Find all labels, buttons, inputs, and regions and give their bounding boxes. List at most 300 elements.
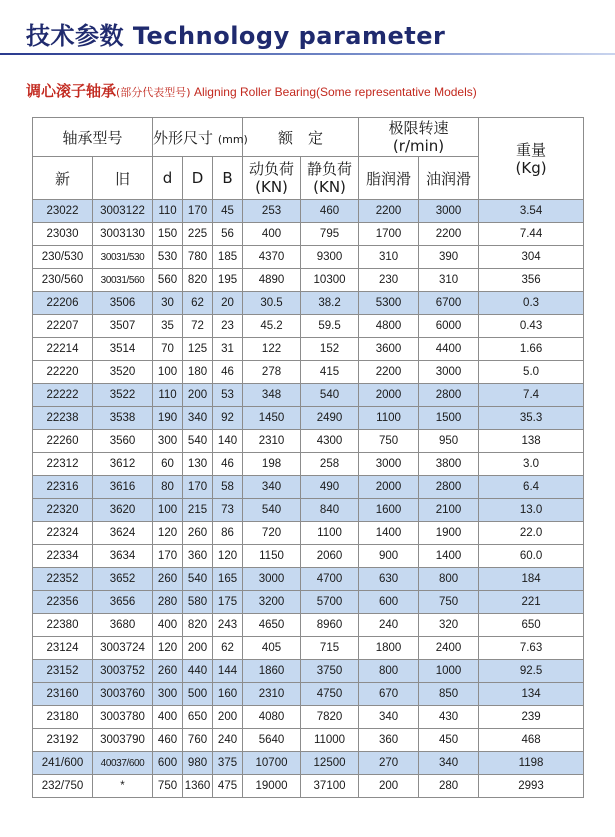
- cell-dim-B: 23: [213, 315, 243, 338]
- cell-weight: 356: [479, 269, 584, 292]
- cell-speed-grease: 800: [359, 660, 419, 683]
- cell-speed-oil: 3000: [419, 361, 479, 384]
- cell-model-new: 22380: [33, 614, 93, 637]
- cell-dim-D: 980: [183, 752, 213, 775]
- cell-dim-B: 240: [213, 729, 243, 752]
- cell-dim-D: 780: [183, 246, 213, 269]
- cell-model-new: 22222: [33, 384, 93, 407]
- cell-dynamic-load: 5640: [243, 729, 301, 752]
- cell-dim-d: 400: [153, 614, 183, 637]
- cell-dim-D: 820: [183, 269, 213, 292]
- cell-dynamic-load: 1150: [243, 545, 301, 568]
- header-static-load: [301, 157, 359, 200]
- header-dynamic-line2: (KN): [255, 178, 288, 196]
- header-B: B: [213, 157, 243, 200]
- cell-dim-d: 170: [153, 545, 183, 568]
- cell-weight: 221: [479, 591, 584, 614]
- cell-speed-grease: 1700: [359, 223, 419, 246]
- cell-model-new: 23192: [33, 729, 93, 752]
- header-speed-limit: [359, 118, 479, 157]
- cell-static-load: 4300: [301, 430, 359, 453]
- header-old: 旧: [93, 157, 153, 200]
- cell-model-old: 3522: [93, 384, 153, 407]
- cell-dim-d: 530: [153, 246, 183, 269]
- cell-weight: 3.54: [479, 200, 584, 223]
- table-row: [33, 637, 584, 660]
- cell-dynamic-load: 122: [243, 338, 301, 361]
- cell-speed-grease: 4800: [359, 315, 419, 338]
- table-row: [33, 591, 584, 614]
- cell-model-new: 22207: [33, 315, 93, 338]
- header-speed-limit-line2: (r/min): [392, 137, 445, 155]
- cell-dynamic-load: 253: [243, 200, 301, 223]
- cell-dim-D: 340: [183, 407, 213, 430]
- cell-static-load: 152: [301, 338, 359, 361]
- cell-speed-oil: 310: [419, 269, 479, 292]
- cell-speed-grease: 1400: [359, 522, 419, 545]
- cell-weight: 5.0: [479, 361, 584, 384]
- header-D: D: [183, 157, 213, 200]
- cell-speed-oil: 390: [419, 246, 479, 269]
- cell-speed-grease: 670: [359, 683, 419, 706]
- cell-speed-oil: 3000: [419, 200, 479, 223]
- cell-speed-oil: 2200: [419, 223, 479, 246]
- cell-weight: 92.5: [479, 660, 584, 683]
- cell-dim-B: 140: [213, 430, 243, 453]
- cell-dim-d: 30: [153, 292, 183, 315]
- cell-model-new: 23030: [33, 223, 93, 246]
- cell-dim-B: 86: [213, 522, 243, 545]
- cell-dim-d: 460: [153, 729, 183, 752]
- cell-weight: 468: [479, 729, 584, 752]
- cell-weight: 0.3: [479, 292, 584, 315]
- cell-speed-grease: 1600: [359, 499, 419, 522]
- cell-dim-d: 280: [153, 591, 183, 614]
- cell-model-old: 3616: [93, 476, 153, 499]
- cell-model-new: 22334: [33, 545, 93, 568]
- page-title: 技术参数 Technology parameter: [26, 22, 446, 50]
- cell-dim-B: 160: [213, 683, 243, 706]
- table-body: [33, 200, 584, 798]
- cell-weight: 7.4: [479, 384, 584, 407]
- cell-model-old: 3003780: [93, 706, 153, 729]
- cell-model-new: 230/530: [33, 246, 93, 269]
- cell-dim-d: 260: [153, 660, 183, 683]
- cell-dynamic-load: 3000: [243, 568, 301, 591]
- header-dimensions-unit: (mm): [217, 132, 248, 146]
- cell-weight: 304: [479, 246, 584, 269]
- table-row: [33, 706, 584, 729]
- subtitle-main: 调心滚子轴承: [26, 82, 117, 100]
- table-row: [33, 292, 584, 315]
- cell-model-new: 22206: [33, 292, 93, 315]
- table-row: [33, 476, 584, 499]
- cell-dim-D: 760: [183, 729, 213, 752]
- cell-static-load: 415: [301, 361, 359, 384]
- cell-speed-grease: 310: [359, 246, 419, 269]
- table-row: [33, 223, 584, 246]
- cell-model-old: 3538: [93, 407, 153, 430]
- cell-model-new: 23160: [33, 683, 93, 706]
- cell-dim-d: 35: [153, 315, 183, 338]
- cell-dim-d: 120: [153, 522, 183, 545]
- cell-dim-D: 820: [183, 614, 213, 637]
- cell-speed-oil: 280: [419, 775, 479, 798]
- cell-dynamic-load: 1450: [243, 407, 301, 430]
- cell-dynamic-load: 720: [243, 522, 301, 545]
- cell-static-load: 1100: [301, 522, 359, 545]
- cell-model-new: 22320: [33, 499, 93, 522]
- cell-dim-d: 190: [153, 407, 183, 430]
- cell-dim-d: 80: [153, 476, 183, 499]
- table-row: [33, 614, 584, 637]
- cell-static-load: 3750: [301, 660, 359, 683]
- cell-dim-B: 243: [213, 614, 243, 637]
- cell-speed-grease: 2200: [359, 200, 419, 223]
- cell-dim-d: 120: [153, 637, 183, 660]
- cell-static-load: 258: [301, 453, 359, 476]
- cell-static-load: 7820: [301, 706, 359, 729]
- cell-dim-d: 150: [153, 223, 183, 246]
- cell-weight: 2993: [479, 775, 584, 798]
- cell-dim-B: 62: [213, 637, 243, 660]
- cell-model-old: 3560: [93, 430, 153, 453]
- cell-dim-d: 110: [153, 200, 183, 223]
- cell-dim-B: 165: [213, 568, 243, 591]
- cell-dim-B: 144: [213, 660, 243, 683]
- cell-dim-d: 100: [153, 361, 183, 384]
- cell-dim-D: 180: [183, 361, 213, 384]
- cell-dim-B: 195: [213, 269, 243, 292]
- table-row: [33, 660, 584, 683]
- cell-static-load: 38.2: [301, 292, 359, 315]
- cell-weight: 650: [479, 614, 584, 637]
- cell-weight: 134: [479, 683, 584, 706]
- cell-static-load: 2490: [301, 407, 359, 430]
- cell-weight: 1.66: [479, 338, 584, 361]
- header-d: d: [153, 157, 183, 200]
- cell-dim-d: 60: [153, 453, 183, 476]
- cell-dim-B: 185: [213, 246, 243, 269]
- cell-speed-oil: 2800: [419, 384, 479, 407]
- table-row: [33, 568, 584, 591]
- cell-dim-d: 300: [153, 683, 183, 706]
- cell-static-load: 9300: [301, 246, 359, 269]
- cell-model-new: 22312: [33, 453, 93, 476]
- cell-model-new: 22324: [33, 522, 93, 545]
- cell-dynamic-load: 4650: [243, 614, 301, 637]
- section-subtitle: [26, 80, 477, 101]
- header-oil: 油润滑: [419, 157, 479, 200]
- cell-dim-d: 100: [153, 499, 183, 522]
- cell-model-old: 3003752: [93, 660, 153, 683]
- cell-weight: 184: [479, 568, 584, 591]
- cell-dim-D: 215: [183, 499, 213, 522]
- cell-model-new: 22260: [33, 430, 93, 453]
- cell-model-new: 22316: [33, 476, 93, 499]
- table-row: [33, 683, 584, 706]
- cell-model-new: 232/750: [33, 775, 93, 798]
- header-grease: 脂润滑: [359, 157, 419, 200]
- cell-speed-grease: 1800: [359, 637, 419, 660]
- table-row: [33, 200, 584, 223]
- cell-static-load: 12500: [301, 752, 359, 775]
- table-row: [33, 499, 584, 522]
- cell-dim-D: 360: [183, 545, 213, 568]
- cell-model-old: 3634: [93, 545, 153, 568]
- cell-speed-grease: 270: [359, 752, 419, 775]
- cell-speed-grease: 5300: [359, 292, 419, 315]
- cell-model-new: 22352: [33, 568, 93, 591]
- cell-dim-D: 200: [183, 637, 213, 660]
- cell-dim-B: 46: [213, 453, 243, 476]
- cell-dim-D: 440: [183, 660, 213, 683]
- cell-dim-B: 45: [213, 200, 243, 223]
- cell-dynamic-load: 540: [243, 499, 301, 522]
- table-row: [33, 407, 584, 430]
- table-row: [33, 246, 584, 269]
- cell-speed-oil: 950: [419, 430, 479, 453]
- cell-model-old: 30031/560: [93, 269, 153, 292]
- cell-dim-B: 20: [213, 292, 243, 315]
- table-row: [33, 269, 584, 292]
- cell-dim-B: 375: [213, 752, 243, 775]
- cell-static-load: 540: [301, 384, 359, 407]
- cell-dynamic-load: 19000: [243, 775, 301, 798]
- cell-dim-D: 130: [183, 453, 213, 476]
- header-weight-line2: (Kg): [515, 158, 547, 177]
- cell-dim-d: 70: [153, 338, 183, 361]
- cell-dim-d: 400: [153, 706, 183, 729]
- bearing-spec-table: [32, 117, 584, 798]
- title-underline: [0, 53, 615, 55]
- cell-dim-B: 120: [213, 545, 243, 568]
- table-row: [33, 361, 584, 384]
- cell-speed-oil: 2800: [419, 476, 479, 499]
- table-row: [33, 430, 584, 453]
- cell-dynamic-load: 278: [243, 361, 301, 384]
- header-weight: [479, 118, 584, 200]
- cell-model-old: 3003790: [93, 729, 153, 752]
- cell-model-old: 3507: [93, 315, 153, 338]
- cell-speed-grease: 3000: [359, 453, 419, 476]
- header-dimensions: [153, 118, 248, 157]
- cell-model-old: 3624: [93, 522, 153, 545]
- table-row: [33, 775, 584, 798]
- cell-static-load: 4750: [301, 683, 359, 706]
- cell-model-old: 3620: [93, 499, 153, 522]
- cell-model-old: 3656: [93, 591, 153, 614]
- cell-weight: 6.4: [479, 476, 584, 499]
- cell-weight: 7.44: [479, 223, 584, 246]
- cell-static-load: 10300: [301, 269, 359, 292]
- cell-dim-d: 560: [153, 269, 183, 292]
- subtitle-english: Aligning Roller Bearing(Some representative Models): [190, 85, 477, 99]
- header-static-line1: 静负荷: [307, 160, 353, 178]
- cell-weight: 3.0: [479, 453, 584, 476]
- cell-dynamic-load: 2310: [243, 683, 301, 706]
- cell-speed-grease: 600: [359, 591, 419, 614]
- cell-model-new: 23152: [33, 660, 93, 683]
- cell-dim-B: 92: [213, 407, 243, 430]
- cell-dynamic-load: 340: [243, 476, 301, 499]
- cell-dim-B: 31: [213, 338, 243, 361]
- cell-weight: 239: [479, 706, 584, 729]
- cell-dynamic-load: 198: [243, 453, 301, 476]
- cell-static-load: 8960: [301, 614, 359, 637]
- cell-model-old: 3003724: [93, 637, 153, 660]
- cell-dim-B: 46: [213, 361, 243, 384]
- cell-speed-oil: 340: [419, 752, 479, 775]
- cell-model-old: 3520: [93, 361, 153, 384]
- cell-dim-B: 475: [213, 775, 243, 798]
- cell-static-load: 37100: [301, 775, 359, 798]
- cell-model-new: 23180: [33, 706, 93, 729]
- cell-speed-oil: 1900: [419, 522, 479, 545]
- cell-dynamic-load: 45.2: [243, 315, 301, 338]
- cell-dynamic-load: 4370: [243, 246, 301, 269]
- cell-speed-oil: 430: [419, 706, 479, 729]
- cell-dim-D: 170: [183, 476, 213, 499]
- table-row: [33, 522, 584, 545]
- cell-static-load: 4700: [301, 568, 359, 591]
- cell-dim-B: 53: [213, 384, 243, 407]
- cell-dim-D: 62: [183, 292, 213, 315]
- cell-speed-grease: 360: [359, 729, 419, 752]
- cell-speed-grease: 630: [359, 568, 419, 591]
- cell-static-load: 59.5: [301, 315, 359, 338]
- cell-speed-oil: 3800: [419, 453, 479, 476]
- cell-dim-d: 750: [153, 775, 183, 798]
- table-row: [33, 384, 584, 407]
- cell-dim-B: 58: [213, 476, 243, 499]
- cell-static-load: 840: [301, 499, 359, 522]
- header-dimensions-label: 外形尺寸: [153, 128, 214, 147]
- cell-model-old: 3612: [93, 453, 153, 476]
- cell-dynamic-load: 2310: [243, 430, 301, 453]
- cell-dim-B: 175: [213, 591, 243, 614]
- header-dynamic-load: [243, 157, 301, 200]
- cell-dynamic-load: 405: [243, 637, 301, 660]
- cell-speed-grease: 230: [359, 269, 419, 292]
- cell-speed-oil: 320: [419, 614, 479, 637]
- cell-model-new: 230/560: [33, 269, 93, 292]
- cell-dim-d: 300: [153, 430, 183, 453]
- cell-model-old: 3514: [93, 338, 153, 361]
- cell-speed-oil: 1500: [419, 407, 479, 430]
- cell-static-load: 460: [301, 200, 359, 223]
- cell-weight: 35.3: [479, 407, 584, 430]
- cell-static-load: 795: [301, 223, 359, 246]
- cell-speed-oil: 750: [419, 591, 479, 614]
- cell-model-old: 40037/600: [93, 752, 153, 775]
- cell-weight: 13.0: [479, 499, 584, 522]
- header-model: 轴承型号: [33, 118, 153, 157]
- header-static-line2: (KN): [313, 178, 346, 196]
- cell-dynamic-load: 30.5: [243, 292, 301, 315]
- header-weight-line1: 重量: [516, 140, 547, 159]
- cell-static-load: 715: [301, 637, 359, 660]
- cell-model-old: 3506: [93, 292, 153, 315]
- cell-weight: 60.0: [479, 545, 584, 568]
- cell-speed-grease: 2200: [359, 361, 419, 384]
- cell-model-old: 3003122: [93, 200, 153, 223]
- cell-static-load: 490: [301, 476, 359, 499]
- cell-speed-grease: 240: [359, 614, 419, 637]
- table-row: [33, 453, 584, 476]
- cell-speed-oil: 1000: [419, 660, 479, 683]
- cell-dynamic-load: 4890: [243, 269, 301, 292]
- table-row: [33, 729, 584, 752]
- cell-dim-D: 260: [183, 522, 213, 545]
- cell-dim-d: 260: [153, 568, 183, 591]
- cell-dim-B: 73: [213, 499, 243, 522]
- cell-speed-oil: 1400: [419, 545, 479, 568]
- cell-speed-oil: 2100: [419, 499, 479, 522]
- cell-speed-grease: 2000: [359, 476, 419, 499]
- cell-model-new: 241/600: [33, 752, 93, 775]
- cell-dim-D: 500: [183, 683, 213, 706]
- cell-weight: 7.63: [479, 637, 584, 660]
- cell-dim-D: 580: [183, 591, 213, 614]
- cell-dim-B: 200: [213, 706, 243, 729]
- cell-dim-D: 540: [183, 430, 213, 453]
- header-new: 新: [33, 157, 93, 200]
- cell-dim-D: 125: [183, 338, 213, 361]
- cell-model-new: 22220: [33, 361, 93, 384]
- cell-dynamic-load: 3200: [243, 591, 301, 614]
- cell-dim-D: 225: [183, 223, 213, 246]
- cell-model-old: 3003760: [93, 683, 153, 706]
- cell-speed-oil: 6000: [419, 315, 479, 338]
- cell-speed-grease: 200: [359, 775, 419, 798]
- cell-model-new: 23124: [33, 637, 93, 660]
- header-dynamic-line1: 动负荷: [249, 160, 295, 178]
- cell-speed-grease: 750: [359, 430, 419, 453]
- cell-dim-d: 600: [153, 752, 183, 775]
- cell-speed-grease: 340: [359, 706, 419, 729]
- cell-speed-grease: 1100: [359, 407, 419, 430]
- cell-weight: 0.43: [479, 315, 584, 338]
- cell-speed-oil: 800: [419, 568, 479, 591]
- cell-dim-D: 200: [183, 384, 213, 407]
- cell-model-new: 22214: [33, 338, 93, 361]
- cell-speed-grease: 3600: [359, 338, 419, 361]
- cell-dim-D: 650: [183, 706, 213, 729]
- cell-model-old: 3680: [93, 614, 153, 637]
- cell-speed-grease: 2000: [359, 384, 419, 407]
- cell-dim-D: 72: [183, 315, 213, 338]
- cell-model-new: 22238: [33, 407, 93, 430]
- cell-dim-d: 110: [153, 384, 183, 407]
- cell-speed-oil: 4400: [419, 338, 479, 361]
- cell-model-new: 22356: [33, 591, 93, 614]
- cell-speed-oil: 6700: [419, 292, 479, 315]
- cell-speed-grease: 900: [359, 545, 419, 568]
- table-row: [33, 338, 584, 361]
- table-row: [33, 315, 584, 338]
- table-row: [33, 545, 584, 568]
- cell-speed-oil: 2400: [419, 637, 479, 660]
- table-row: [33, 752, 584, 775]
- cell-dim-D: 540: [183, 568, 213, 591]
- cell-dynamic-load: 400: [243, 223, 301, 246]
- cell-dim-D: 170: [183, 200, 213, 223]
- header-rating: 额 定: [243, 118, 359, 157]
- cell-dynamic-load: 1860: [243, 660, 301, 683]
- cell-weight: 138: [479, 430, 584, 453]
- cell-model-old: 3652: [93, 568, 153, 591]
